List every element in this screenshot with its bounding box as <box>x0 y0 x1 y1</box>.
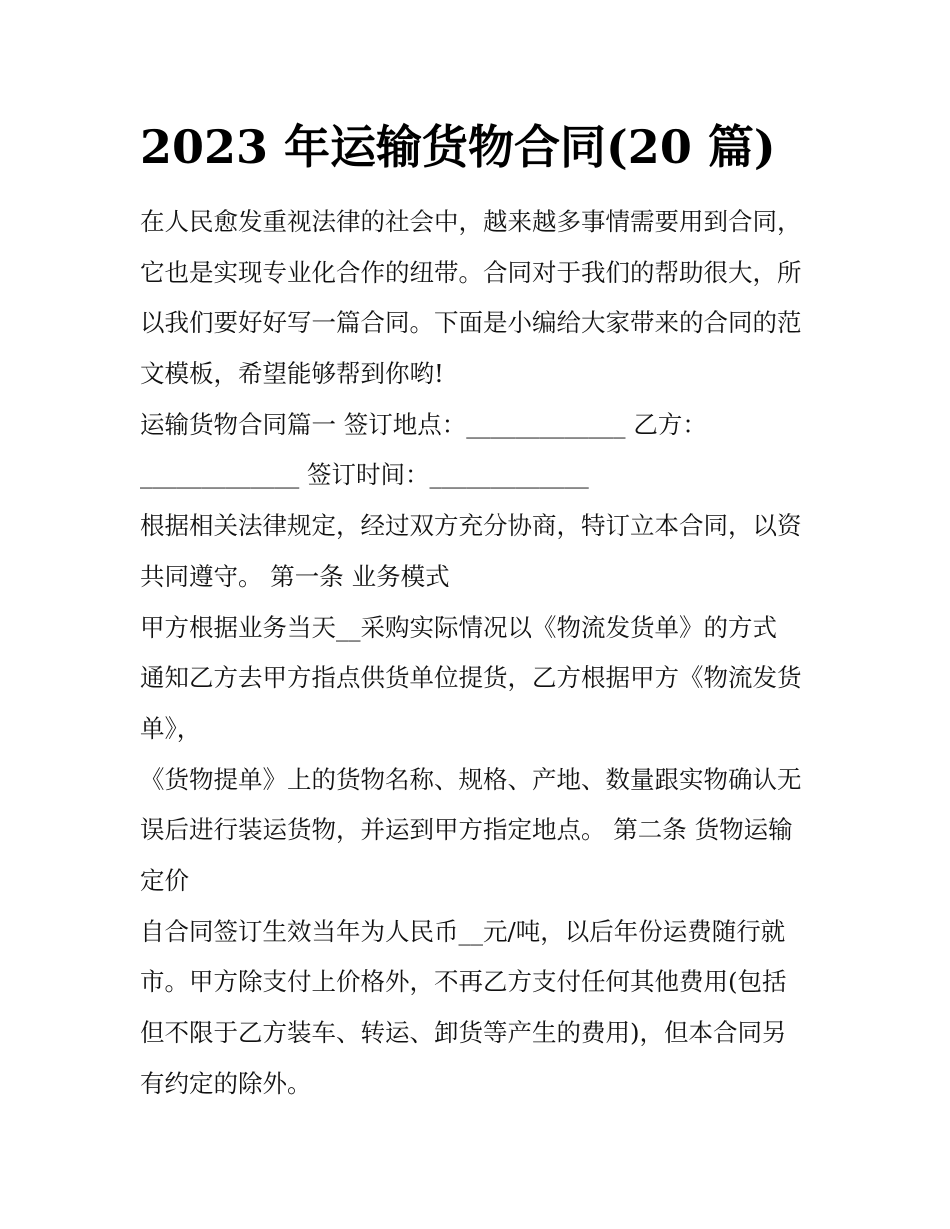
body-line: 运输货物合同篇一 签订地点：_____________ 乙方： <box>140 409 707 439</box>
body-line: 但不限于乙方装车、转运、卸货等产生的费用)，但本合同另 <box>140 1018 787 1047</box>
body-line: 通知乙方去甲方指点供货单位提货，乙方根据甲方《物流发货 <box>140 663 802 693</box>
body-line: 自合同签订生效当年为人民币__元/吨，以后年份运费随行就 <box>140 916 786 946</box>
body-line: 它也是实现专业化合作的纽带。合同对于我们的帮助很大，所 <box>140 257 802 287</box>
body-line: 在人民愈发重视法律的社会中，越来越多事情需要用到合同， <box>140 207 802 236</box>
body-line: 共同遵守。 第一条 业务模式 <box>140 561 450 591</box>
body-line: 文模板，希望能够帮到你哟! <box>140 359 444 389</box>
body-line: 以我们要好好写一篇合同。下面是小编给大家带来的合同的范 <box>140 308 802 338</box>
body-line: 《货物提单》上的货物名称、规格、产地、数量跟实物确认无 <box>140 764 802 794</box>
document-title: 2023 年运输货物合同(20 篇) <box>140 120 776 174</box>
body-line: 市。甲方除支付上价格外，不再乙方支付任何其他费用(包括 <box>140 967 787 997</box>
document-body <box>140 197 830 1109</box>
body-line: 定价 <box>140 865 189 895</box>
body-line: _____________ 签订时间：_____________ <box>140 460 589 490</box>
body-line: 单》， <box>140 713 202 743</box>
body-line: 误后进行装运货物，并运到甲方指定地点。 第二条 货物运输 <box>140 815 793 845</box>
body-line: 根据相关法律规定，经过双方充分协商，特订立本合同，以资 <box>140 511 802 541</box>
body-line: 有约定的除外。 <box>140 1068 312 1098</box>
body-line: 甲方根据业务当天__采购实际情况以《物流发货单》的方式 <box>140 612 777 642</box>
